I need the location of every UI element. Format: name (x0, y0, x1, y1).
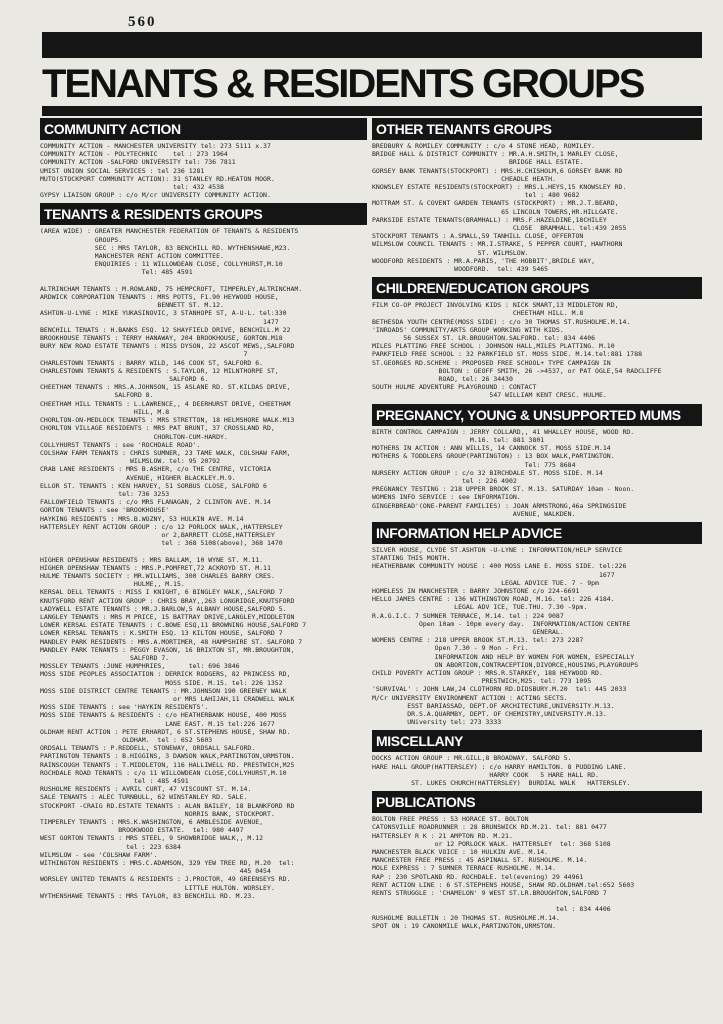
listing-line: COMMUNITY ACTION - POLYTECHNIC tel : 273 1964 (40, 150, 228, 159)
listing-line: HELLO JAMES CENTRE : 136 WITHINGTON ROAD, M.16. tel: 226 4184. (372, 595, 615, 604)
section-miscellany (372, 730, 702, 787)
listing-line: RENT ACTION LINE : 6 ST.STEPHENS HOUSE, SHAW RD.OLDHAM.tel:652 5603 (372, 880, 635, 889)
listing-line: Open 7.30 - 9 Mon - Fri. (372, 644, 529, 653)
listing-line: GYPSY LIAISON GROUP : c/o M/cr UNIVERSITY COMMUNITY ACTION. (40, 191, 271, 200)
listing-line: MOTHERS IN ACTION : ANN WILLIS, 14 CANNOCK ST. MOSS SIDE.M.14 (372, 444, 611, 453)
listing-line: AVENUE, WALKDEN. (372, 509, 576, 518)
listing-line: or 2,BARRETT CLOSE,HATTERSLEY (40, 530, 275, 539)
listing-line: MANCHESTER RENT ACTION COMMITTEE. (40, 252, 224, 261)
listing-line: BURY NEW ROAD ESTATE TENANTS : MISS DYSON, 22 ASCOT MEWS,,SALFORD (40, 342, 295, 351)
listing-line: SEC : MRS TAYLOR, 83 BENCHILL RD. WYTHENSHAWE,M23. (40, 243, 291, 252)
listing-line: WITHINGTON RESIDENTS : MRS.C.ADAMSON, 329 YEW TREE RD, M.20 tel: (40, 859, 295, 868)
listing-line: OLDHAM RENT ACTION : PETE ERHARDT, 6 ST.STEPHENS HOUSE, SHAW RD. (40, 727, 291, 736)
listing-line: tel : 480 9682 (372, 191, 580, 200)
listing-line: GENERAL. (372, 627, 564, 636)
listing-line: AVENUE, HIGHER BLACKLEY.M.9. (40, 473, 236, 482)
section-heading: MISCELLANY (372, 730, 702, 752)
listing-line: 'INROADS' COMMUNITY/ARTS GROUP WORKING WITH KIDS. (372, 325, 564, 334)
listing-line: PARKFIELD FREE SCHOOL : 32 PARKFIELD ST. MOSS SIDE. M.14.tel:881 1788 (372, 350, 643, 359)
listing-line: HULME TENANTS SOCIETY : MR.WILLIAMS, 300 CHARLES BARRY CRES. (40, 571, 275, 580)
listing-line: HARE HALL GROUP(HATTERSLEY) : c/o HARRY HAMILTON. 8 PUDDING LANE. (372, 762, 627, 771)
listing-line: WILMSLOW COUNCIL TENANTS : MR.I.STRAKE, 5 PEPPER COURT, HAWTHORN (372, 240, 623, 249)
listing-line: COLLYHURST TENANTS : see 'ROCHDALE ROAD'. (40, 440, 201, 449)
section-children-education-groups (372, 277, 702, 399)
listing-line: MOSS SIDE DISTRICT CENTRE TENANTS : MR.JOHNSON 190 GREENEY WALK (40, 686, 287, 695)
listing-line: WORSLEY UNITED TENANTS & RESIDENTS : J.PROCTOR, 49 GREENSEYS RD. (40, 875, 291, 884)
section-information-help-advice (372, 522, 702, 726)
listing-line: ON ABORTION,CONTRACEPTION,DIVORCE,HOUSING,PLAYGROUPS (372, 660, 639, 669)
listing-line: PRESTWICH,M25. tel: 773 1095 (372, 677, 592, 686)
listing-line: 7 (40, 350, 248, 359)
listing-line: 'SURVIVAL' : JOHN LAW,24 CLOTHORN RD.DIDSBURY.M.20 tel: 445 2033 (372, 685, 627, 694)
listing-line: tel : 368 5108(above), 368 1470 (40, 539, 283, 548)
listing-line: STARTING THIS MONTH. (372, 554, 451, 563)
section-heading: CHILDREN/EDUCATION GROUPS (372, 277, 702, 299)
listing-line: Tel: 775 8684 (372, 460, 576, 469)
listing-line: Open 10am - 10pm every day. INFORMATION/ACTION CENTRE (372, 619, 631, 628)
section-pregnancy-young-unsupported-mums (372, 404, 702, 518)
listing-line: MOSSLEY TENANTS :JUNE HUMPHRIES, tel: 696 3846 (40, 662, 240, 671)
section-tenants-residents-groups (40, 203, 367, 900)
listing-line: GROUPS. (40, 235, 123, 244)
listing-line: ROCHDALE ROAD TENANTS : c/o 11 WILLOWDEAN CLOSE,COLLYHURST,M.10 (40, 768, 287, 777)
listing-line: CHORLTON VILLAGE RESIDENTS : MRS PAT BRUNT, 37 CROSSLAND RD, (40, 424, 275, 433)
listing-line: SALFORD 7. (40, 653, 170, 662)
listing-line: SOUTH HULME ADVENTURE PLAYGROUND : CONTACT (372, 383, 537, 392)
listing-line: KNUTSFORD RENT ACTION GROUP : CHRIS BRAY,,263 LONGRIDGE,KNUTSFORD (40, 596, 295, 605)
listing-line: CHEETHAM HILL. M.8 (372, 309, 584, 318)
listing-line: LANGLEY TENANTS : MRS M PRICE, 15 BATTRAY DRIVE,LANGLEY,MIDDLETON (40, 612, 295, 621)
listing-line: BROOKWOOD ESTATE. tel: 980 4497 (40, 826, 244, 835)
listing-line: CHEADLE HEATH. (372, 174, 556, 183)
left-column (40, 118, 367, 1018)
listing-line: COMMUNITY ACTION -SALFORD UNIVERSITY tel: 736 7811 (40, 158, 236, 167)
listing-line: HIGHER OPENSHAW RESIDENTS : MRS BALLAM, 10 WYNE ST. M.11. (40, 555, 264, 564)
listing-line: OLDHAM. tel : 652 5603 (40, 736, 213, 745)
listing-line: RAINSCOUGH TENANTS : T.MIDDLETON, 116 HALLIWELL RD. PRESTWICH,M25 (40, 760, 295, 769)
listing-line: MOSS SIDE. M.15. tel: 226 1352 (40, 678, 283, 687)
section-community-action (40, 118, 367, 199)
listing-line: or MRS LAHIJAH,11 CRADWELL WALK (40, 695, 295, 703)
listing-line: CATONSVILLE ROADRUNNER : 28 BRUNSWICK RD.M.21. tel: 881 0477 (372, 823, 607, 832)
listing-line: KERSAL DELL TENANTS : MISS I KNIGHT, 6 BINGLEY WALK,,SALFORD 7 (40, 588, 283, 597)
listing-line: MOLE EXPRESS : 7 SUMNER TERRACE RUSHOLME. M.14. (372, 864, 556, 873)
listing-line: ROAD, tel: 26 34430 (372, 375, 513, 384)
listing-line: SILVER HOUSE, CLYDE ST.ASHTON -U-LYNE : INFORMATION/HELP SERVICE (372, 545, 623, 554)
listing-line: CHILD POVERTY ACTION GROUP : MRS.R.STARKEY, 188 HEYWOOD RD. (372, 668, 603, 677)
listing-line: HARRY COOK 5 HARE HALL RD. (372, 770, 599, 779)
listing-line: MANCHESTER FREE PRESS : 45 ASPINALL ST. RUSHOLME. M.14. (372, 856, 588, 865)
listing-line: INFORMATION AND HELP BY WOMEN FOR WOMEN, ESPECIALLY (372, 652, 635, 661)
listing-line: LADYWELL ESTATE TENANTS : MR.J.BARLOW,5 ALBANY HOUSE,SALFORD 5. (40, 604, 287, 613)
listing-line: LOWER KERSAL ESTATE TENANTS : C.BOWE ESQ,11 BROWNING HOUSE,SALFORD 7 (40, 621, 307, 630)
listing-line: HOMELESS IN MANCHESTER : BARRY JOHNSTONE c/o 224-6691 (372, 586, 580, 595)
listing-line: SPOT ON : 19 CANONMILE WALK,PARTINGTON,URMSTON. (372, 921, 556, 930)
listing-line: tel: 736 3253 (40, 489, 170, 498)
listing-line: M/Cr UNIVERSITY ENVIRONMENT ACTION : ACTING SECTS. (372, 693, 568, 702)
listing-line: RENTS STRUGGLE : 'CHAMELON' 9 WEST ST.LR.BROUGHTON,SALFORD 7 (372, 889, 607, 898)
listing-line: MILES PLATTING FREE SCHOOL : JOHNSON HALL,MILES PLATTING. M.10 (372, 342, 615, 351)
listing-line: BENCHILL TENATS : H.BANKS ESQ. 12 SHAYFIELD DRIVE, BENCHILL.M 22 (40, 325, 291, 334)
listing-line: RAP : 230 SPOTLAND RD. ROCHDALE. tel(evening) 29 44961 (372, 872, 584, 881)
listing-line: RUSHOLME BULLETIN : 20 THOMAS ST. RUSHOLME.M.14. (372, 913, 560, 922)
listing-line: CHARLESTOWN TENANTS : BARRY WILD, 146 COOK ST, SALFORD 6. (40, 358, 264, 367)
listing-line: MOSS SIDE TENANTS : see 'HAYKIN RESIDENTS'. (40, 703, 209, 712)
listing-line: DOCKS ACTION GROUP : MR.GILL,8 BROADWAY. SALFORD 5. (372, 754, 572, 763)
listing-line: SALFORD 8. (40, 391, 154, 400)
section-heading: COMMUNITY ACTION (40, 118, 367, 140)
listing-line: FILM CO-OP PROJECT INVOLVING KIDS : NICK SMART,13 MIDDLETON RD, (372, 301, 619, 310)
listing-line: CHORLTON-ON-MEDLOCK TENANTS : MRS STRETTON, 18 HELMSHORE WALK.M13 (40, 416, 295, 425)
listing-line: WEST GORTON TENANTS : MRS STEEL, 9 SHOWBRIDGE WALK,, M.12 (40, 834, 264, 843)
listing-line: ENQUIRIES : 11 WILLOWDEAN CLOSE, COLLYHURST,M.10 (40, 260, 283, 269)
listing-line: 445 0454 (40, 867, 271, 876)
listing-line: 1677 (372, 570, 615, 579)
listing-line: RUSHOLME RESIDENTS : AVRIL CURT, 47 VISCOUNT ST. M.14. (40, 785, 252, 794)
listing-line: BRIDGE HALL ESTATE. (372, 158, 584, 167)
listing-line: WYTHENSHAWE TENANTS : MRS TAYLOR, 83 BENCHILL RD. M.23. (40, 891, 256, 900)
section-heading: PREGNANCY, YOUNG & UNSUPPORTED MUMS (372, 404, 702, 426)
listing-line: WOMENS INFO SERVICE : see INFORMATION. (372, 493, 521, 502)
listing-line: HATTERSLEY R K : 21 AMPTON RD. M.21. (372, 831, 513, 840)
listing-line: R.A.G.I.C. 7 SUMNER TERRACE, M.14. tel : 224 9087 (372, 611, 564, 620)
listing-line: SALE TENANTS : ALEC TURNBULL, 62 WINSTANLEY RD. SALE. (40, 793, 248, 802)
listing-line: DR.S.A.QUARMBY, DEPT. OF CHEMISTRY,UNIVERSITY.M.13. (372, 709, 607, 718)
listing-line: tel: 432 4538 (40, 183, 224, 192)
listing-line: GORTON TENANTS : see 'BROOKHOUSE' (40, 506, 170, 515)
right-column (372, 118, 702, 1018)
listing-line: tel : 223 6384 (40, 842, 181, 851)
listing-line: BIRTH CONTROL CAMPAIGN : JERRY COLLARD,, 41 WHALLEY HOUSE, WOOD RD. (372, 427, 635, 436)
listing-line: FALLOWFIELD TENANTS : c/o MRS FLANAGAN, 2 CLINTON AVE. M.14 (40, 498, 271, 507)
listing-line: HATTERSLEY RENT ACTION GROUP : c/o 12 PORLOCK WALK,,HATTERSLEY (40, 522, 283, 531)
listing-line: ST. WILMSLOW. (372, 248, 529, 257)
listing-line: MOTHERS & TODDLERS GROUP(PARTINGTON) : 13 BOX WALK,PARTINGTON. (372, 452, 615, 461)
listing-line: ALTRINCHAM TENANTS : M.ROWLAND, 75 HEMPCROFT, TIMPERLEY,ALTRINCHAM. (40, 284, 303, 293)
listing-line: LANE EAST. M.15 tel:226 1677 (40, 719, 275, 728)
listing-line: UMIST UNION SOCIAL SERVICES : tel 236 1281 (40, 166, 205, 175)
listing-line: LITTLE HULTON. WORSLEY. (40, 883, 275, 892)
listing-line: MANDLEY PARK RESIDENTS : MRS.A.MORTIMER, 48 HAMPSHIRE ST. SALFORD 7 (40, 637, 303, 646)
listing-line: ELLOR ST. TENANTS : KEN HARVEY, 51 SORBUS CLOSE, SALFORD 6 (40, 481, 267, 490)
listing-line: 1477 (40, 317, 279, 326)
masthead-rule (42, 106, 702, 116)
listing-line: NURSERY ACTION GROUP : c/o 32 BIRCHDALE ST. MOSS SIDE. M.14 (372, 468, 603, 477)
listing-line: WOODFORD. tel: 439 5465 (372, 265, 549, 274)
listing-line: tel : 485 4591 (40, 777, 189, 786)
page-number: 560 (128, 14, 157, 30)
listing-line: HEATHERBANK COMMUNITY HOUSE : 400 MOSS LANE E. MOSS SIDE. tel:226 (372, 562, 627, 571)
listing-line: 547 WILLIAM KENT CRESC. HULME. (372, 391, 607, 400)
listing-line: or 12 PORLOCK WALK. HATTERSLEY tel: 368 5108 (372, 839, 611, 848)
section-heading: OTHER TENANTS GROUPS (372, 118, 702, 140)
listing-line: CHORLTON-CUM-HARDY. (40, 432, 228, 441)
listing-line: CRAB LANE RESIDENTS : MRS B.ASHER, c/o THE CENTRE, VICTORIA (40, 465, 271, 474)
listing-line: KNOWSLEY ESTATE RESIDENTS(STOCKPORT) : MRS.L.HEYS,15 KNOWSLEY RD. (372, 183, 627, 192)
listing-line: GORSEY BANK TENANTS(STOCKPORT) : MRS.H.CHISHOLM,6 GORSEY BANK RD (372, 166, 623, 175)
listing-line: ARDWICK CORPORATION TENANTS : MRS POTTS, F1.90 HEYWOOD HOUSE, (40, 293, 279, 302)
listing-line: LEGAL ADVICE TUE. 7 - 9pm (372, 578, 599, 587)
listing-line: SALFORD 6. (40, 375, 209, 384)
listing-line: STOCKPORT TENANTS : A.SMALL,59 TANHILL CLOSE, OFFERTON (372, 232, 584, 241)
listing-line: CLOSE BRAMHALL. tel:439 2055 (372, 224, 627, 233)
listing-line: BRIDGE HALL & DISTRICT COMMUNITY : MR.A.H.SMITH,1 MARLEY CLOSE, (372, 150, 619, 159)
listing-line: PREGNANCY TESTING : 218 UPPER BROOK ST. M.13. SATURDAY 10am - Noon. (372, 485, 635, 494)
listing-line: GINGERBREAD'(ONE-PARENT FAMILIES) : JOAN ARMSTRONG,46a SPRINGSIDE (372, 501, 627, 510)
listing-line: tel : 226 4902 (372, 476, 517, 485)
listing-line: MANDLEY PARK TENANTS : PEGGY EVASON, 16 BRIXTON ST, MR.BROUGHTON, (40, 645, 295, 654)
listing-line: BROOKHOUSE TENANTS : TERRY HANAWAY, 204 BROOKHOUSE, GORTON.M18 (40, 334, 283, 343)
listing-line: PARTINGTON TENANTS : B.HIGGINS, 3 DAWSON WALK,PARTINGTON,URMSTON. (40, 752, 295, 761)
section-other-tenants-groups (372, 118, 702, 273)
listing-line: HIGHER OPENSHAW TENANTS : MRS.P.POMFRET,72 ACKROYD ST. M.11 (40, 563, 271, 572)
section-heading: TENANTS & RESIDENTS GROUPS (40, 203, 367, 225)
listing-line: LOWER KERSAL TENANTS : K.SMITH ESQ. 13 KILTON HOUSE, SALFORD 7 (40, 629, 283, 638)
listing-line (40, 547, 367, 555)
listing-line: BOLTON FREE PRESS : 53 HORACE ST. BOLTON (372, 815, 529, 824)
listing-line: HAYKING RESIDENTS : MRS.B.WOZNY, 53 HULKIN AVE. M.14 (40, 514, 244, 523)
listing-line: 56 SUSSEX ST. LR.BROUGHTON.SALFORD. tel: 834 4406 (372, 334, 596, 343)
listing-line: NORRIS BANK, STOCKPORT. (40, 809, 275, 818)
listing-line: MUTO(STOCKPORT COMMUNITY ACTION): 31 STANLEY RD.HEATON MOOR. (40, 174, 275, 183)
listing-line: tel : 834 4406 (372, 905, 611, 914)
listing-line: BENNETT ST. M.12. (40, 301, 224, 310)
listing-line: MANCHESTER BLACK VOICE : 10 HULKIN AVE. M.14. (372, 848, 549, 857)
section-heading: PUBLICATIONS (372, 791, 702, 813)
listing-line: WOMENS CENTRE : 218 UPPER BROOK ST.M.13. tel: 273 2287 (372, 636, 584, 645)
listing-line: MOSS SIDE PEOPLES ASSOCIATION : DERRICK RODGERS, 82 PRINCESS RD, (40, 670, 291, 679)
listing-line: HILL, M.8 (40, 407, 170, 416)
listing-line: Tel: 485 4591 (40, 268, 193, 277)
listing-line: TIMPERLEY TENANTS : MRS.K.WASHINGTON, 6 AMBLESIDE AVENUE, (40, 818, 264, 827)
section-heading: INFORMATION HELP ADVICE (372, 522, 702, 544)
listing-line: MOTTRAM ST. & COVENT GARDEN TENANTS (STOCKPORT) : MR.J.T.BEARD, (372, 199, 619, 208)
listing-line: CHARLESTOWN TENANTS & RESIDENTS : S.TAYLOR, 12 MILNTHORPE ST, (40, 366, 279, 375)
listing-line: ASHTON-U-LYNE : MIKE YUKASINOVIC, 3 STANHOPE ST, A-U-L. tel:330 (40, 309, 287, 318)
top-rule (42, 32, 702, 58)
listing-line: BOLTON : GEOFF SMITH, 26 ->4537, or PAT OGLE,54 RADCLIFFE (372, 366, 662, 375)
listing-line: WILMSLOW - see 'COLSHAW FARM'. (40, 850, 158, 859)
listing-line: COMMUNITY ACTION - MANCHESTER UNIVERSITY tel: 273 5111 x.37 (40, 142, 271, 150)
listing-line: BREDBURY & ROMILEY COMMUNITY : c/o 4 STONE HEAD, ROMILEY. (372, 142, 596, 150)
listing-line: ORDSALL TENANTS : P.REDDELL, STONEWAY, ORDSALL SALFORD. (40, 744, 256, 753)
masthead-title: TENANTS & RESIDENTS GROUPS (42, 62, 644, 106)
listing-line: CHEETHAM HILL TENANTS : L.LAWRENCE,, 4 DEERHURST DRIVE, CHEETHAM (40, 399, 291, 408)
listing-line: (AREA WIDE) : GREATER MANCHESTER FEDERATION OF TENANTS & RESIDENTS (40, 227, 299, 236)
listing-line: PARKSIDE ESTATE TENANTS(BRAMHALL) : MRS.F.HAZELDINE,18CHILEY (372, 215, 607, 224)
listing-line: UNiversity tel: 273 3333 (372, 718, 502, 727)
listing-line: ESST BARIASSAD, DEPT.OF ARCHITECTURE,UNIVERSITY.M.13. (372, 701, 615, 710)
listing-line: COLSHAW FARM TENANTS : CHRIS SUMNER, 23 TAME WALK, COLSHAW FARM, (40, 448, 291, 457)
listing-line: CHEETHAM TENANTS : MRS.A.JOHNSON, 15 ASLANE RD. ST.KILDAS DRIVE, (40, 383, 291, 392)
listing-line: 65 LINCOLN TOWERS,HR.HILLGATE. (372, 207, 619, 216)
listing-line: WOODFORD RESIDENTS : MR.A.PARIS, 'THE HOBBIT',BRIDLE WAY, (372, 256, 596, 265)
listing-line: MOSS SIDE TENANTS & RESIDENTS : c/o HEATHERBANK HOUSE, 400 MOSS (40, 711, 287, 720)
listing-line (40, 277, 367, 285)
listing-line: STOCKPORT -CRAIG RD.ESTATE TENANTS : ALAN BAILEY, 18 BLANKFORD RD (40, 801, 295, 810)
listing-line: LEGAL ADV ICE, TUE.THU. 7.30 -9pm. (372, 603, 588, 612)
listing-line: WILMSLOW. tel: 95 20792 (40, 457, 221, 466)
section-publications (372, 791, 702, 930)
listing-line: HULME,, M.15. (40, 580, 185, 589)
listing-line: M.16. tel: 881 3801 (372, 435, 545, 444)
listing-line (372, 897, 702, 905)
listing-line: ST.GEORGES RD.SCHEME : PROPOSED FREE SCHOOL+ TYPE CAMPAIGN IN (372, 358, 611, 367)
listing-line: BETHESDA YOUTH CENTRE(MOSS SIDE) : c/o 30 THOMAS ST.RUSHOLME.M.14. (372, 317, 631, 326)
listing-line: ST. LUKES CHURCH(HATTERSLEY) BURDIAL WALK HATTERSLEY. (372, 779, 631, 787)
